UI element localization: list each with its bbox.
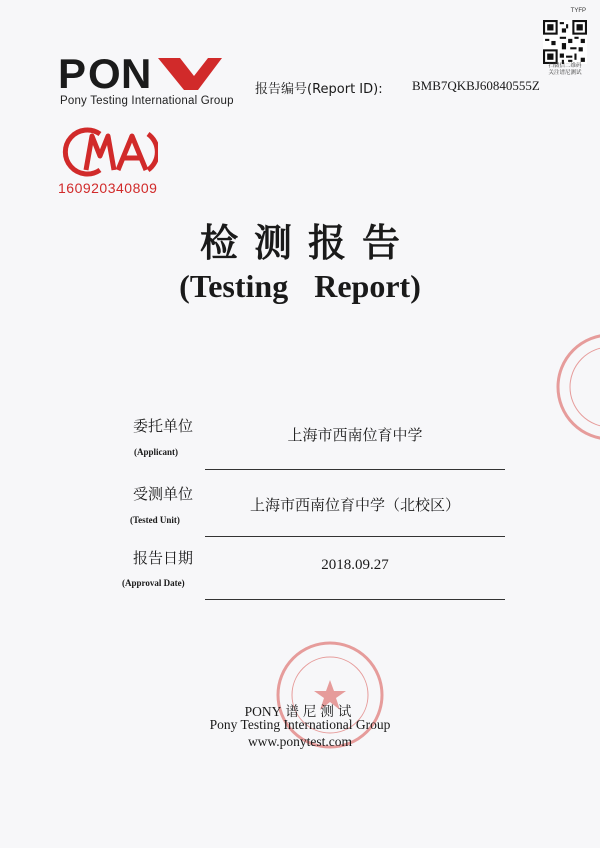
tested-unit-label-en: (Tested Unit)	[130, 515, 180, 525]
svg-text:O: O	[88, 52, 122, 94]
tested-unit-value: 上海市西南位育中学（北校区）	[249, 496, 460, 514]
footer-brand: PONY	[244, 704, 282, 719]
report-id-label: 报告编号(Report ID):	[255, 82, 383, 97]
pony-logo	[58, 52, 223, 94]
applicant-underline	[205, 469, 505, 470]
svg-text:N: N	[121, 52, 153, 94]
approval-date-value: 2018.09.27	[321, 557, 389, 573]
applicant-label: 委托单位	[133, 417, 194, 435]
cma-certification-mark	[58, 126, 158, 178]
partial-seal-icon	[555, 332, 600, 442]
page-title-en: (Testing Report)	[179, 268, 421, 304]
applicant-value: 上海市西南位育中学	[287, 426, 423, 444]
footer-company: Pony Testing International Group	[209, 717, 391, 732]
footer-website[interactable]: www.ponytest.com	[247, 734, 353, 749]
brand-subtitle: Pony Testing International Group	[60, 95, 234, 107]
qr-caption: 扫微信二维码 关注谱尼测试	[548, 63, 582, 76]
report-id-value: BMB7QKBJ60840555Z	[412, 78, 540, 93]
tested-unit-underline	[205, 536, 505, 537]
approval-date-label-en: (Approval Date)	[122, 578, 185, 588]
tested-unit-label: 受测单位	[133, 485, 194, 503]
cma-number: 160920340809	[58, 180, 158, 196]
qr-code-icon[interactable]	[543, 20, 587, 64]
page-title-cn: 检测报告	[199, 220, 416, 265]
footer-brand-cn: 谱尼测试	[285, 704, 356, 720]
applicant-label-en: (Applicant)	[134, 447, 179, 457]
svg-text:P: P	[58, 52, 88, 94]
qr-code-tag: TYFP	[570, 8, 586, 14]
approval-date-label: 报告日期	[133, 549, 194, 567]
approval-date-underline	[205, 599, 505, 600]
